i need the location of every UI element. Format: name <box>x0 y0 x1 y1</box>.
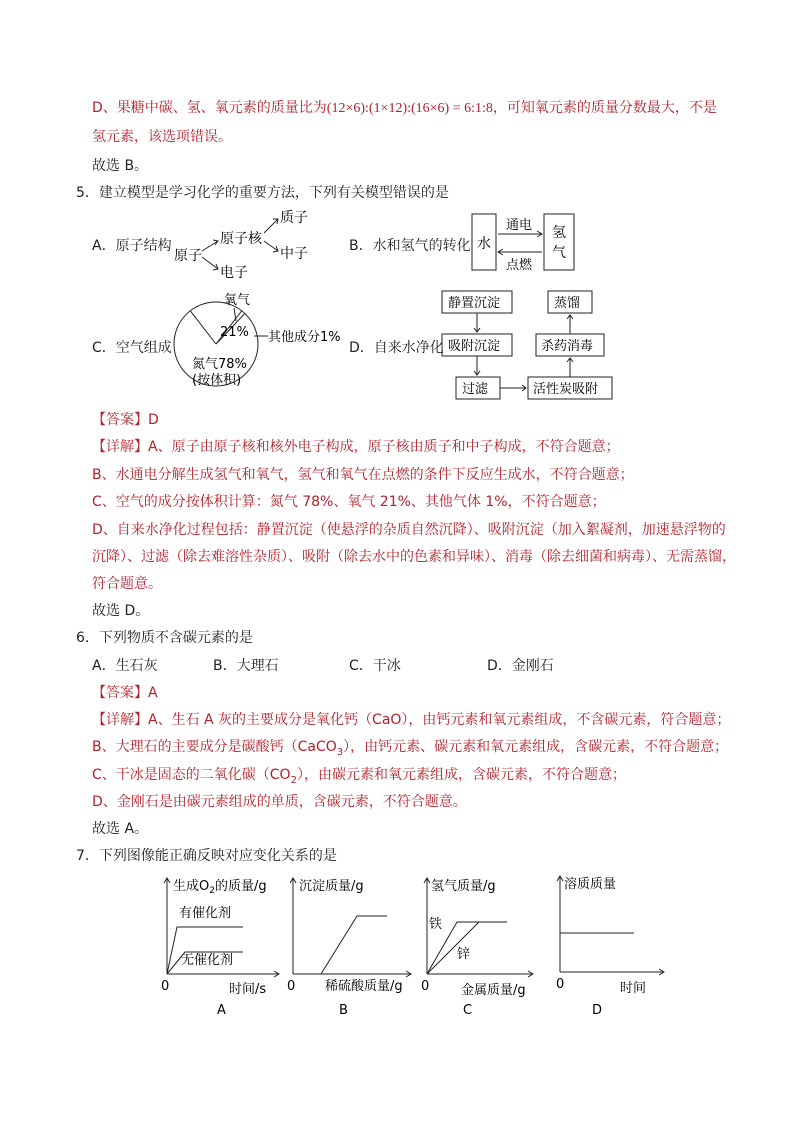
q6-detail-3: C、干冰是固态的二氧化碳$(CO_2)$，由碳元素和氧元素组成，含碳元素，不符合题意； <box>92 767 626 786</box>
q5-atom-structure-diagram <box>172 205 342 285</box>
arrow-atom-electron <box>202 257 218 269</box>
y-axis-label: 氢气质量/g <box>431 879 496 894</box>
oxygen-pct: 21% <box>220 325 249 340</box>
atom-node: 原子 <box>174 248 202 264</box>
q5-water-hydrogen-diagram <box>470 212 580 274</box>
basis-label: (按体积) <box>192 373 242 388</box>
q6-option-c: C．干冰 <box>349 658 401 674</box>
q5-detail-3: C、空气的成分按体积计算：氮气 78%、氧气 21%、其他气体 1%，不符合题意； <box>92 494 606 510</box>
hydrogen-node-2: 气 <box>552 245 566 261</box>
graph-caption: D <box>592 1003 603 1018</box>
graph-caption: C <box>463 1003 473 1018</box>
hydrogen-node-1: 氢 <box>552 225 566 241</box>
nucleus-node: 原子核 <box>220 231 262 247</box>
q4-conclusion: 故选 B。 <box>92 158 149 174</box>
arrow-atom-nucleus <box>202 241 218 251</box>
step-filter: 过滤 <box>462 382 489 397</box>
q5-option-a-label: A．原子结构 <box>92 238 172 254</box>
y-axis-label: 沉淀质量/g <box>299 879 364 894</box>
q6-conclusion: 故选 A。 <box>92 821 149 837</box>
q5-stem: 5．建立模型是学习化学的重要方法，下列有关模型错误的是 <box>76 185 449 201</box>
q5-conclusion: 故选 D。 <box>92 603 150 619</box>
q6-option-d: D．金刚石 <box>487 658 554 674</box>
other-label: 其他成分1% <box>268 330 341 345</box>
water-node: 水 <box>477 236 491 252</box>
q7-graph-d <box>550 870 670 1020</box>
catalyst-label: 有催化剂 <box>179 906 232 921</box>
x-axis-label: 稀硫酸质量/g <box>325 979 403 994</box>
q6-detail-2: B、大理石的主要成分是碳酸钙（CaCO$_3$），由钙元素、碳元素和氧元素组成，含碳元素，不符合题意； <box>92 739 729 758</box>
oxygen-label: 氧气 <box>224 293 251 308</box>
neutron-node: 中子 <box>280 246 308 262</box>
arrow-nucleus-neutron <box>264 241 278 251</box>
origin-label: 0 <box>161 979 170 994</box>
origin-label: 0 <box>556 977 565 992</box>
x-axis-label: 时间 <box>620 981 647 996</box>
q7-stem: 7．下列图像能正确反映对应变化关系的是 <box>76 848 337 864</box>
graph-caption: A <box>217 1003 226 1018</box>
precipitate-curve <box>293 916 387 974</box>
no-catalyst-label: 无催化剂 <box>181 953 234 968</box>
q6-stem: 6．下列物质不含碳元素的是 <box>76 630 253 646</box>
step-carbon: 活性炭吸附 <box>533 382 599 397</box>
q6-option-b: B．大理石 <box>213 658 279 674</box>
q4-d-formula: (12×6):(1×12):(16×6) = 6:1:8 <box>326 101 493 116</box>
arrow-nucleus-proton <box>264 219 278 233</box>
origin-label: 0 <box>421 979 430 994</box>
origin-label: 0 <box>287 979 296 994</box>
q6-detail-1: 【详解】A、生石 A 灰的主要成分是氧化钙（CaO），由钙元素和氧元素组成，不含碳元素，符合题意； <box>92 712 731 728</box>
step-adsorb: 吸附沉淀 <box>448 339 501 354</box>
q5-water-purification-flow <box>440 288 620 402</box>
electron-node: 电子 <box>220 265 248 281</box>
q5-detail-5: 沉降）、过滤（除去难溶性杂质）、吸附（除去水中的色素和异味）、消毒（除去细菌和病毒）、无需蒸馏， <box>92 549 736 565</box>
y-axis-label: 溶质质量 <box>564 877 617 892</box>
iron-label: 铁 <box>429 917 443 932</box>
zinc-label: 锌 <box>457 947 471 962</box>
q7-graph-a <box>155 870 285 1020</box>
graph-caption: B <box>339 1003 348 1018</box>
q7-graph-c <box>415 870 540 1020</box>
ignition-label: 点燃 <box>506 258 533 273</box>
q4-d-prefix: D、果糖中碳、氢、氧元素的质量比为 <box>92 100 327 116</box>
x-axis-label: 金属质量/g <box>461 983 526 998</box>
hydrogen-box <box>544 214 574 270</box>
y-axis-label: 生成$O_2$的质量/g <box>173 879 267 896</box>
q5-answer: 【答案】D <box>92 412 159 428</box>
q6-detail-4: D、金刚石是由碳元素组成的单质，含碳元素，不符合题意。 <box>92 794 467 810</box>
q5-option-d-label: D．自来水净化 <box>349 340 444 356</box>
q5-detail-4: D、自来水净化过程包括：静置沉淀（使悬浮的杂质自然沉降）、吸附沉淀（加入絮凝剂，加速悬浮物的 <box>92 522 726 538</box>
q5-detail-2: B、水通电分解生成氢气和氧气，氢气和氧气在点燃的条件下反应生成水，不符合题意； <box>92 467 634 483</box>
x-axis-label: 时间/s <box>229 982 267 997</box>
q4-option-d-line1 <box>92 98 717 119</box>
step-disinfect: 杀药消毒 <box>541 339 594 354</box>
step-distill: 蒸馏 <box>554 296 581 311</box>
nitrogen-label: 氮气78% <box>192 357 247 372</box>
step-settle: 静置沉淀 <box>448 296 501 311</box>
q4-d-suffix: ，可知氧元素的质量分数最大，不是 <box>492 100 717 116</box>
electrolysis-label: 通电 <box>506 218 533 233</box>
q5-detail-6: 符合题意。 <box>92 576 162 592</box>
q7-graph-b <box>283 870 418 1020</box>
proton-node: 质子 <box>280 210 308 226</box>
q5-air-composition-pie <box>172 288 352 398</box>
pie-divider-1 <box>190 311 216 344</box>
q4-option-d-line2: 氢元素，该选项错误。 <box>92 129 232 145</box>
q5-option-c-label: C．空气组成 <box>92 340 172 356</box>
q5-detail-1: 【详解】A、原子由原子核和核外电子构成，原子核由质子和中子构成，不符合题意； <box>92 439 620 455</box>
q6-option-a: A．生石灰 <box>92 658 158 674</box>
q6-answer: 【答案】A <box>92 685 158 701</box>
q5-option-b-label: B．水和氢气的转化 <box>349 238 471 254</box>
